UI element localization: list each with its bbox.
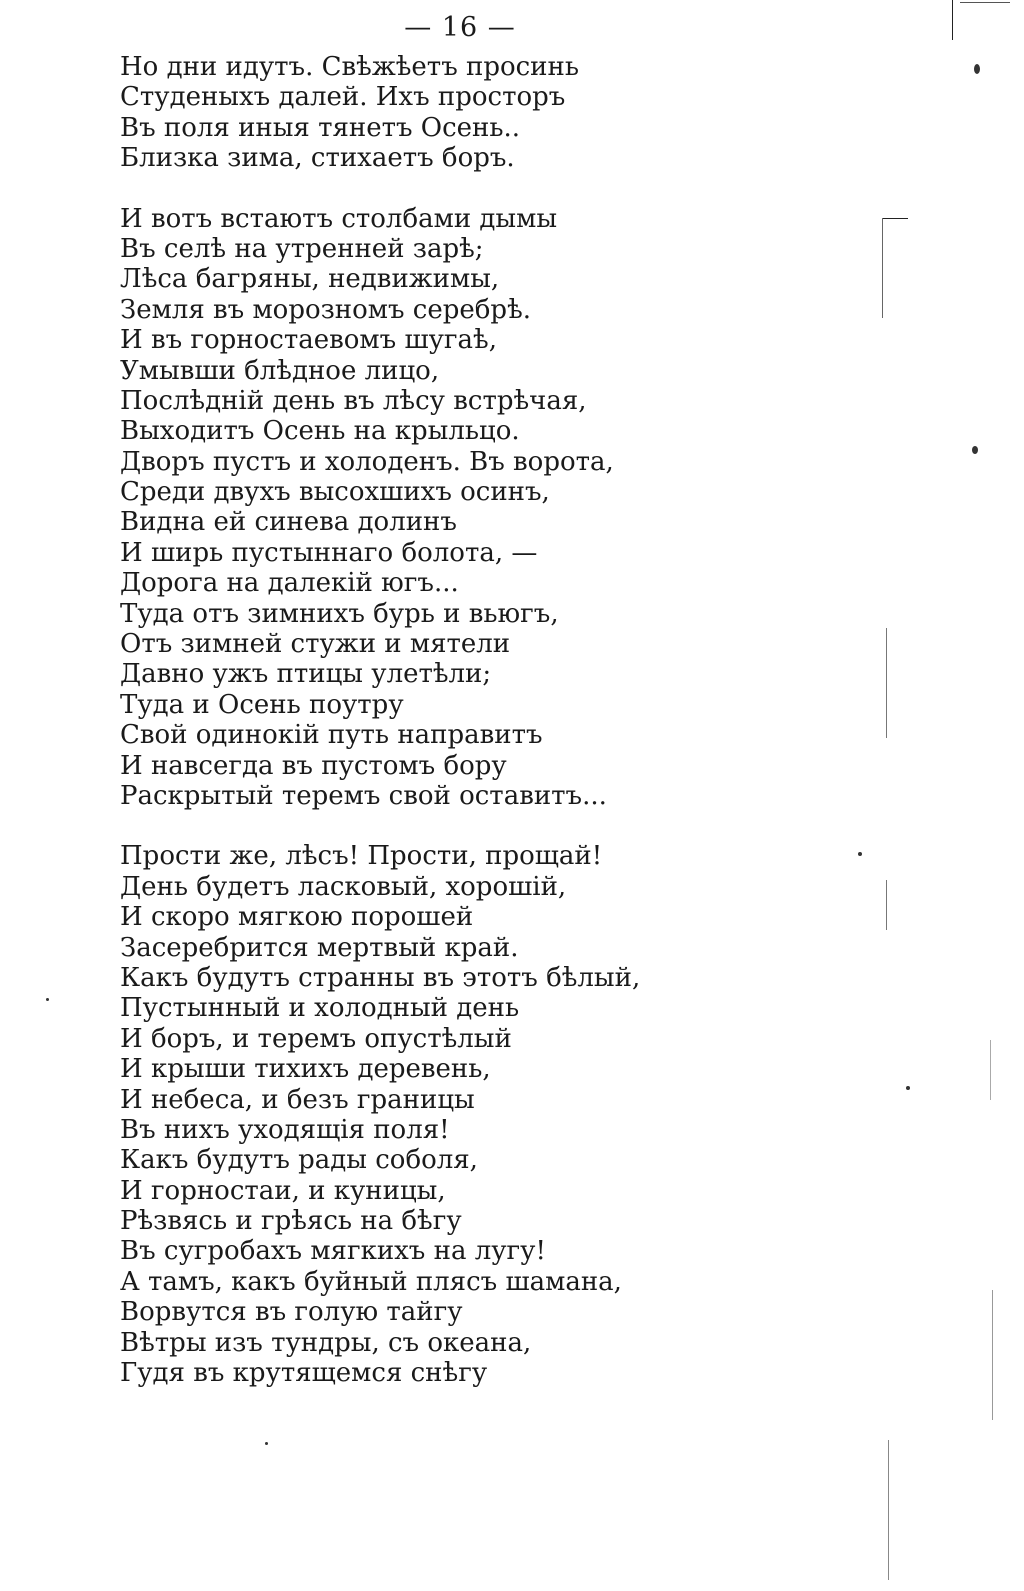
poem-line: А тамъ, какъ буйный плясъ шамана,: [120, 1266, 622, 1297]
poem-line: И вотъ встаютъ столбами дымы: [120, 203, 558, 234]
scan-edge-line: [952, 0, 953, 40]
poem-line: Туда и Осень поутру: [120, 689, 404, 720]
poem-line: Давно ужъ птицы улетѣли;: [120, 659, 492, 690]
poem-line: Дорога на далекій югъ...: [120, 568, 459, 599]
poem-line: Земля въ морозномъ серебрѣ.: [120, 294, 532, 325]
scan-speck: [46, 998, 49, 1001]
scan-edge-line: [886, 880, 887, 930]
poem-line: Свой одинокій путь направитъ: [120, 720, 543, 751]
poem-line: Ворвутся въ голую тайгу: [120, 1297, 463, 1328]
poem-line: И ширь пустыннаго болота, —: [120, 537, 538, 568]
poem-line: Засеребрится мертвый край.: [120, 932, 519, 963]
poem-line: Близка зима, стихаетъ боръ.: [120, 143, 515, 174]
scan-edge-line: [960, 2, 1010, 3]
poem-line: И небеса, и безъ границы: [120, 1084, 475, 1115]
poem-line: И навсегда въ пустомъ бору: [120, 750, 507, 781]
stanza-1: [120, 52, 680, 174]
poem-line: Вѣтры изъ тундры, съ океана,: [120, 1327, 532, 1358]
poem-line: Но дни идутъ. Свѣжѣетъ просинь: [120, 52, 579, 82]
stanza-3: [120, 841, 680, 1388]
poem-line: Раскрытый теремъ свой оставитъ...: [120, 780, 607, 811]
poem-line: День будетъ ласковый, хорошій,: [120, 871, 567, 902]
page-number: — 16 —: [404, 12, 516, 43]
stanza-2: [120, 204, 680, 812]
poem-line: И горностаи, и куницы,: [120, 1175, 446, 1206]
poem-line: И крыши тихихъ деревень,: [120, 1054, 491, 1085]
scan-edge-line: [886, 628, 887, 738]
scan-speck: [974, 64, 980, 74]
poem-line: Видна ей синева долинъ: [120, 507, 457, 538]
poem-line: Послѣдній день въ лѣсу встрѣчая,: [120, 385, 587, 416]
poem-line: Въ нихъ уходящія поля!: [120, 1114, 450, 1145]
poem-line: И боръ, и теремъ опустѣлый: [120, 1023, 512, 1054]
poem-line: Какъ будутъ странны въ этотъ бѣлый,: [120, 962, 641, 993]
scan-speck: [906, 1086, 910, 1090]
scan-speck: [265, 1442, 268, 1445]
scan-edge-line: [990, 1040, 991, 1100]
poem-line: Гудя въ крутящемся снѣгу: [120, 1358, 488, 1389]
poem-line: Студеныхъ далей. Ихъ просторъ: [120, 82, 566, 113]
poem-line: Среди двухъ высохшихъ осинъ,: [120, 477, 550, 508]
poem-text: [120, 52, 680, 1418]
poem-line: И скоро мягкою порошей: [120, 902, 474, 933]
scan-edge-line: [882, 218, 883, 318]
scan-speck: [858, 852, 862, 856]
scan-edge-line: [992, 1290, 993, 1420]
poem-line: Умывши блѣдное лицо,: [120, 355, 440, 386]
poem-line: Рѣзвясь и грѣясь на бѣгу: [120, 1206, 462, 1237]
poem-line: Въ сугробахъ мягкихъ на лугу!: [120, 1236, 546, 1267]
poem-line: Какъ будутъ рады соболя,: [120, 1145, 478, 1176]
scan-edge-line: [888, 1440, 889, 1580]
poem-line: И въ горностаевомъ шугаѣ,: [120, 325, 497, 356]
poem-line: Туда отъ зимнихъ бурь и вьюгъ,: [120, 598, 559, 629]
poem-line: Отъ зимней стужи и мятели: [120, 629, 511, 660]
poem-line: Въ селѣ на утренней зарѣ;: [120, 233, 484, 264]
poem-line: Пустынный и холодный день: [120, 993, 520, 1024]
scan-speck: [972, 446, 978, 454]
poem-line: Прости же, лѣсъ! Прости, прощай!: [120, 841, 603, 872]
poem-line: Въ поля иныя тянетъ Осень..: [120, 112, 521, 143]
scan-edge-line: [882, 218, 908, 219]
poem-line: Выходитъ Осень на крыльцо.: [120, 416, 520, 447]
poem-line: Лѣса багряны, недвижимы,: [120, 264, 500, 295]
poem-line: Дворъ пустъ и холоденъ. Въ ворота,: [120, 446, 614, 477]
